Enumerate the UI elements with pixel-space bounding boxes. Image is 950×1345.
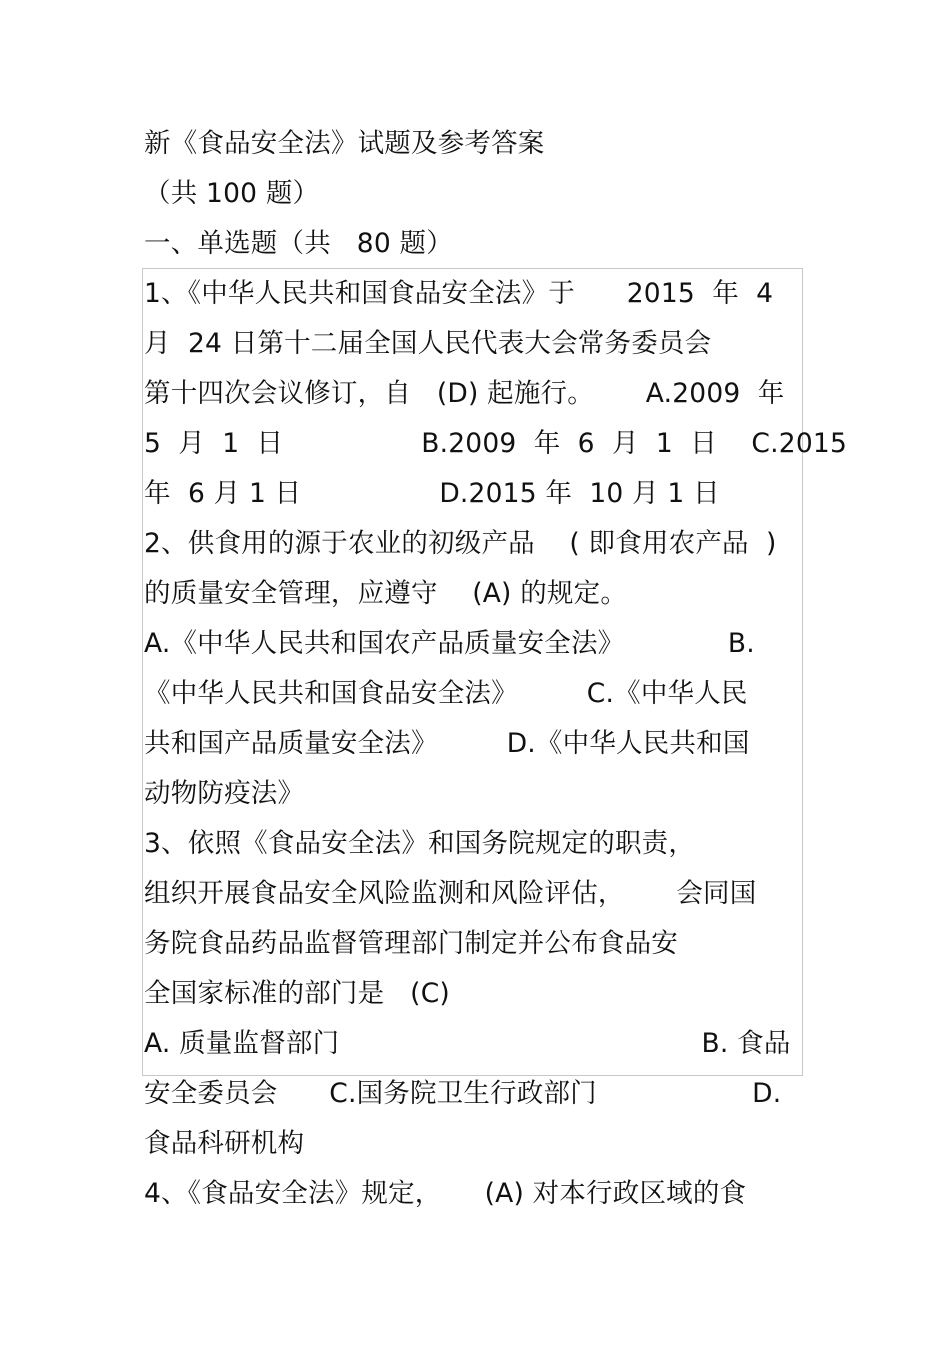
q2-line: 共和国产品质量安全法》 D.《中华人民共和国 bbox=[144, 728, 750, 759]
q1-line: 1、《中华人民共和国食品安全法》于 2015 年 4 bbox=[144, 278, 774, 309]
q2-line: A.《中华人民共和国农产品质量安全法》 B. bbox=[144, 628, 755, 659]
q3-line: 务院食品药品监督管理部门制定并公布食品安 bbox=[144, 928, 678, 959]
q1-line: 5 月 1 日 B.2009 年 6 月 1 日 C.2015 bbox=[144, 428, 848, 459]
q3-line: 全国家标准的部门是 (C) bbox=[144, 978, 450, 1009]
q1-line: 年 6 月 1 日 D.2015 年 10 月 1 日 bbox=[144, 478, 720, 509]
section-heading: 一、单选题（共 80 题） bbox=[144, 228, 453, 259]
q3-line: A. 质量监督部门 B. 食品 bbox=[144, 1028, 791, 1059]
q3-line: 食品科研机构 bbox=[144, 1128, 305, 1159]
q2-line: 《中华人民共和国食品安全法》 C.《中华人民 bbox=[144, 678, 748, 709]
q1-line: 第十四次会议修订，自 (D) 起施行。 A.2009 年 bbox=[144, 378, 785, 409]
q3-line: 安全委员会 C.国务院卫生行政部门 D. bbox=[144, 1078, 782, 1109]
q4-line: 4、《食品安全法》规定， (A) 对本行政区域的食 bbox=[144, 1178, 747, 1209]
q2-line: 2、供食用的源于农业的初级产品 ( 即食用农产品 ) bbox=[144, 528, 777, 559]
q1-line: 月 24 日第十二届全国人民代表大会常务委员会 bbox=[144, 328, 712, 359]
q2-line: 的质量安全管理，应遵守 (A) 的规定。 bbox=[144, 578, 628, 609]
q2-line: 动物防疫法》 bbox=[144, 778, 305, 809]
document-subtitle: （共 100 题） bbox=[144, 178, 320, 209]
document-title: 新《食品安全法》试题及参考答案 bbox=[144, 128, 545, 159]
q3-line: 3、依照《食品安全法》和国务院规定的职责， bbox=[144, 828, 696, 859]
q3-line: 组织开展食品安全风险监测和风险评估， 会同国 bbox=[144, 878, 757, 909]
